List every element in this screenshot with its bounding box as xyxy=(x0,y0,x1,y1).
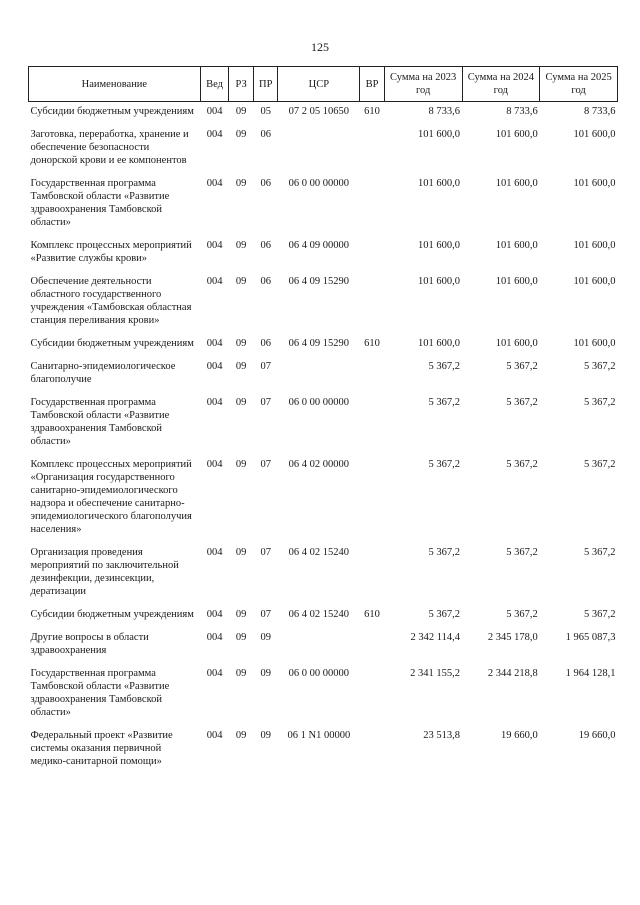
header-name: Наименование xyxy=(29,67,201,102)
row-sum-2024: 8 733,6 xyxy=(506,106,538,117)
header-csr: ЦСР xyxy=(278,67,360,102)
row-pr: 09 xyxy=(260,668,271,679)
row-vr xyxy=(360,455,385,543)
row-name: Государственная программа Тамбовской области «Развитие здравоохранения Тамбовской области» xyxy=(30,178,170,228)
row-csr: 06 0 00 00000 xyxy=(288,668,350,679)
row-name: Федеральный проект «Развитие системы оказания первичной медико-санитарной помощи» xyxy=(30,730,173,767)
row-sum-2025: 101 600,0 xyxy=(573,276,616,287)
row-name: Другие вопросы в области здравоохранения xyxy=(30,632,149,656)
header-sum-2023: Сумма на 2023 год xyxy=(384,67,462,102)
row-sum-2025: 5 367,2 xyxy=(584,547,616,558)
row-ved: 004 xyxy=(206,361,223,372)
row-sum-2023: 5 367,2 xyxy=(428,547,460,558)
row-ved: 004 xyxy=(206,730,223,741)
row-sum-2024: 5 367,2 xyxy=(506,547,538,558)
row-pr: 06 xyxy=(260,178,271,189)
table-row xyxy=(29,334,618,357)
row-rz: 09 xyxy=(235,547,247,558)
row-rz: 09 xyxy=(235,240,247,251)
row-sum-2023: 5 367,2 xyxy=(428,609,460,620)
row-ved: 004 xyxy=(206,609,223,620)
row-rz: 09 xyxy=(235,668,247,679)
row-sum-2025: 1 964 128,1 xyxy=(565,668,616,679)
row-name: Государственная программа Тамбовской области «Развитие здравоохранения Тамбовской области» xyxy=(30,668,170,718)
row-ved: 004 xyxy=(206,178,223,189)
row-vr xyxy=(360,393,385,455)
row-sum-2024: 101 600,0 xyxy=(495,178,538,189)
row-name: Субсидии бюджетным учреждениям xyxy=(30,106,194,117)
row-sum-2024: 2 345 178,0 xyxy=(487,632,538,643)
row-pr: 07 xyxy=(260,459,271,470)
row-pr: 06 xyxy=(260,276,271,287)
row-sum-2025: 5 367,2 xyxy=(584,459,616,470)
row-ved: 004 xyxy=(206,547,223,558)
row-rz: 09 xyxy=(235,632,247,643)
row-vr xyxy=(360,726,385,775)
row-rz: 09 xyxy=(235,609,247,620)
row-csr xyxy=(278,628,360,664)
row-rz: 09 xyxy=(235,459,247,470)
row-name: Государственная программа Тамбовской области «Развитие здравоохранения Тамбовской области» xyxy=(30,397,170,447)
table-row xyxy=(29,174,618,236)
row-rz: 09 xyxy=(235,106,247,117)
row-vr xyxy=(360,664,385,726)
row-sum-2023: 2 341 155,2 xyxy=(410,668,460,679)
table-row xyxy=(29,726,618,775)
row-sum-2023: 101 600,0 xyxy=(418,240,460,251)
row-name: Субсидии бюджетным учреждениям xyxy=(30,338,194,349)
row-csr: 06 4 02 00000 xyxy=(288,459,350,470)
row-csr: 06 0 00 00000 xyxy=(288,397,350,408)
row-sum-2025: 101 600,0 xyxy=(573,338,616,349)
row-sum-2023: 101 600,0 xyxy=(418,178,460,189)
row-ved: 004 xyxy=(206,106,223,117)
table-row xyxy=(29,455,618,543)
row-pr: 06 xyxy=(260,338,271,349)
row-sum-2024: 101 600,0 xyxy=(495,240,538,251)
row-sum-2023: 5 367,2 xyxy=(428,459,460,470)
row-csr: 06 4 09 15290 xyxy=(288,276,350,287)
budget-table xyxy=(28,66,618,775)
row-sum-2025: 101 600,0 xyxy=(573,178,616,189)
row-csr: 07 2 05 10650 xyxy=(288,106,350,117)
row-rz: 09 xyxy=(235,276,247,287)
page-number: 125 xyxy=(311,40,329,54)
row-pr: 07 xyxy=(260,547,271,558)
row-name: Комплекс процессных мероприятий «Организация государственного санитарно-эпидемиологического надзора и обеспечение санитарно-эпидемиологического благополучия населения» xyxy=(30,459,192,535)
row-rz: 09 xyxy=(235,397,247,408)
row-sum-2023: 101 600,0 xyxy=(418,129,460,140)
row-pr: 09 xyxy=(260,632,271,643)
row-sum-2024: 2 344 218,8 xyxy=(487,668,538,679)
row-csr: 06 4 02 15240 xyxy=(288,547,350,558)
row-sum-2024: 5 367,2 xyxy=(506,459,538,470)
table-row xyxy=(29,236,618,272)
row-sum-2024: 19 660,0 xyxy=(500,730,538,741)
row-sum-2025: 19 660,0 xyxy=(578,730,616,741)
row-vr xyxy=(360,628,385,664)
header-ved: Вед xyxy=(200,67,229,102)
row-sum-2025: 5 367,2 xyxy=(584,609,616,620)
row-name: Субсидии бюджетным учреждениям xyxy=(30,609,194,620)
table-row xyxy=(29,605,618,628)
row-sum-2024: 5 367,2 xyxy=(506,609,538,620)
row-vr xyxy=(360,125,385,174)
row-vr xyxy=(360,357,385,393)
row-rz: 09 xyxy=(235,361,247,372)
row-name: Комплекс процессных мероприятий «Развитие службы крови» xyxy=(30,240,192,264)
row-name: Организация проведения мероприятий по заключительной дезинфекции, дезинсекции, дератизации xyxy=(30,547,179,597)
row-pr: 07 xyxy=(260,397,271,408)
row-ved: 004 xyxy=(206,276,223,287)
row-vr: 610 xyxy=(364,106,380,117)
row-pr: 07 xyxy=(260,361,271,372)
header-sum-2024: Сумма на 2024 год xyxy=(462,67,540,102)
row-sum-2025: 101 600,0 xyxy=(573,129,616,140)
row-sum-2025: 1 965 087,3 xyxy=(565,632,616,643)
row-pr: 05 xyxy=(260,106,271,117)
table-row xyxy=(29,543,618,605)
row-vr xyxy=(360,174,385,236)
row-sum-2023: 8 733,6 xyxy=(428,106,460,117)
table-row xyxy=(29,357,618,393)
row-name: Обеспечение деятельности областного государственного учреждения «Тамбовская областная станция переливания крови» xyxy=(30,276,192,326)
row-sum-2023: 101 600,0 xyxy=(418,338,460,349)
row-vr xyxy=(360,543,385,605)
table-body xyxy=(29,102,618,776)
table-row xyxy=(29,272,618,334)
header-sum-2025: Сумма на 2025 год xyxy=(540,67,618,102)
row-sum-2023: 2 342 114,4 xyxy=(410,632,460,643)
header-vr: ВР xyxy=(360,67,385,102)
row-ved: 004 xyxy=(206,129,223,140)
row-pr: 06 xyxy=(260,240,271,251)
row-ved: 004 xyxy=(206,459,223,470)
row-csr: 06 4 02 15240 xyxy=(288,609,350,620)
row-rz: 09 xyxy=(235,730,247,741)
row-pr: 07 xyxy=(260,609,271,620)
table-row xyxy=(29,125,618,174)
row-sum-2025: 8 733,6 xyxy=(584,106,616,117)
row-pr: 06 xyxy=(260,129,271,140)
row-csr xyxy=(278,125,360,174)
table-row xyxy=(29,102,618,126)
row-csr: 06 4 09 15290 xyxy=(288,338,350,349)
row-sum-2024: 5 367,2 xyxy=(506,361,538,372)
table-row xyxy=(29,664,618,726)
row-ved: 004 xyxy=(206,397,223,408)
row-sum-2024: 101 600,0 xyxy=(495,276,538,287)
row-sum-2023: 101 600,0 xyxy=(418,276,460,287)
row-ved: 004 xyxy=(206,668,223,679)
row-rz: 09 xyxy=(235,338,247,349)
table-row xyxy=(29,628,618,664)
row-rz: 09 xyxy=(235,178,247,189)
row-vr: 610 xyxy=(364,609,380,620)
row-csr: 06 1 N1 00000 xyxy=(287,730,351,741)
table-row xyxy=(29,393,618,455)
row-ved: 004 xyxy=(206,338,223,349)
row-vr xyxy=(360,272,385,334)
row-ved: 004 xyxy=(206,240,223,251)
row-name: Санитарно-эпидемиологическое благополучие xyxy=(30,361,176,385)
row-ved: 004 xyxy=(206,632,223,643)
row-sum-2024: 101 600,0 xyxy=(495,129,538,140)
row-vr xyxy=(360,236,385,272)
row-sum-2024: 5 367,2 xyxy=(506,397,538,408)
row-pr: 09 xyxy=(260,730,271,741)
row-sum-2023: 23 513,8 xyxy=(423,730,460,741)
row-sum-2023: 5 367,2 xyxy=(428,397,460,408)
row-csr: 06 4 09 00000 xyxy=(288,240,350,251)
table-header xyxy=(29,67,618,102)
row-name: Заготовка, переработка, хранение и обеспечение безопасности донорской крови и ее компонентов xyxy=(30,129,189,166)
row-sum-2025: 5 367,2 xyxy=(584,361,616,372)
header-pr: ПР xyxy=(253,67,278,102)
row-sum-2023: 5 367,2 xyxy=(428,361,460,372)
row-sum-2025: 5 367,2 xyxy=(584,397,616,408)
row-sum-2024: 101 600,0 xyxy=(495,338,538,349)
row-csr: 06 0 00 00000 xyxy=(288,178,350,189)
row-csr xyxy=(278,357,360,393)
header-rz: РЗ xyxy=(229,67,254,102)
row-vr: 610 xyxy=(364,338,380,349)
row-rz: 09 xyxy=(235,129,247,140)
row-sum-2025: 101 600,0 xyxy=(573,240,616,251)
